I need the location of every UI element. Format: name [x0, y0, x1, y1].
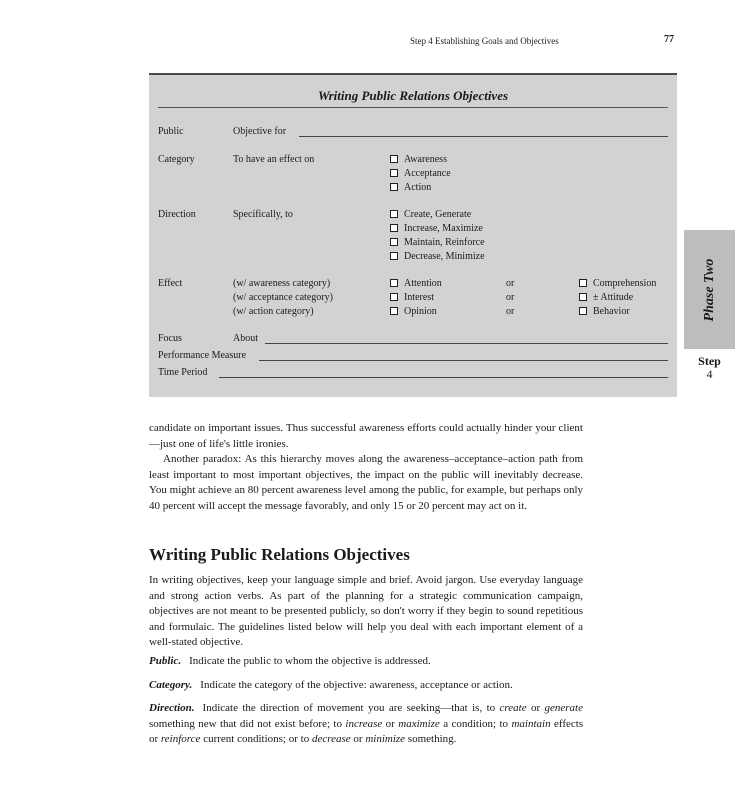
- checkbox-option[interactable]: Increase, Maximize: [390, 222, 483, 236]
- checkbox-option[interactable]: Interest: [390, 291, 434, 305]
- guideline-category: Category. Indicate the category of the objective: awareness, acceptance or action.: [149, 679, 513, 691]
- checkbox-option[interactable]: Action: [390, 181, 431, 195]
- category-text: To have an effect on: [233, 154, 315, 165]
- public-label: Public: [158, 126, 184, 137]
- category-label: Category: [158, 154, 195, 165]
- focus-label: Focus: [158, 333, 182, 344]
- performance-label: Performance Measure: [158, 350, 247, 361]
- effect-label: Effect: [158, 278, 183, 289]
- checkbox-icon: [390, 210, 398, 218]
- guideline-term: Direction.: [149, 702, 195, 714]
- phase-tab-label: Phase Two: [701, 258, 717, 321]
- time-label: Time Period: [158, 367, 208, 378]
- guideline-term: Public.: [149, 655, 182, 667]
- running-head: Step 4 Establishing Goals and Objectives: [410, 36, 559, 46]
- direction-label: Direction: [158, 209, 196, 220]
- checkbox-icon: [390, 238, 398, 246]
- guideline-term: Category.: [149, 679, 193, 691]
- checkbox-icon: [390, 279, 398, 287]
- checkbox-option[interactable]: Comprehension: [579, 277, 656, 291]
- checkbox-option[interactable]: Maintain, Reinforce: [390, 236, 485, 250]
- objectives-form: [149, 73, 677, 397]
- checkbox-option[interactable]: Acceptance: [390, 167, 451, 181]
- direction-text: Specifically, to: [233, 209, 293, 220]
- effect-qualifier: (w/ awareness category): [233, 278, 331, 289]
- focus-text: About: [233, 333, 258, 344]
- checkbox-icon: [390, 169, 398, 177]
- checkbox-icon: [390, 307, 398, 315]
- checkbox-option[interactable]: Opinion: [390, 305, 437, 319]
- or-word: or: [506, 306, 515, 317]
- paragraph-intro: In writing objectives, keep your language simple and brief. Avoid jargon. Use everyday language and strong action verbs. As part of the planning for a strategic communication campaign, objectives are not meant to be presented publicly, so don't worry if they begin to sound repetitious and formulaic. The guidelines listed below will help you deal with each important element of a well-stated objective.: [149, 574, 583, 648]
- checkbox-icon: [390, 224, 398, 232]
- performance-blank-line[interactable]: [259, 360, 668, 361]
- checkbox-option[interactable]: Awareness: [390, 153, 447, 167]
- step-label: Step: [698, 354, 721, 368]
- or-word: or: [506, 278, 515, 289]
- page-number: 77: [664, 34, 674, 45]
- checkbox-option[interactable]: Decrease, Minimize: [390, 250, 485, 264]
- checkbox-option[interactable]: ± Attitude: [579, 291, 633, 305]
- public-text: Objective for: [233, 126, 287, 137]
- checkbox-icon: [579, 279, 587, 287]
- effect-qualifier: (w/ action category): [233, 306, 314, 317]
- effect-qualifier: (w/ acceptance category): [233, 292, 333, 303]
- step-number: 4: [706, 367, 713, 381]
- time-blank-line[interactable]: [219, 377, 668, 378]
- or-word: or: [506, 292, 515, 303]
- focus-blank-line[interactable]: [265, 343, 668, 344]
- phase-tab: [684, 230, 735, 349]
- checkbox-icon: [579, 307, 587, 315]
- public-blank-line[interactable]: [299, 136, 668, 137]
- section-heading: Writing Public Relations Objectives: [149, 545, 410, 564]
- title-divider: [158, 107, 668, 108]
- checkbox-icon: [390, 183, 398, 191]
- guideline-public: Public. Indicate the public to whom the objective is addressed.: [149, 655, 431, 667]
- checkbox-option[interactable]: Behavior: [579, 305, 630, 319]
- checkbox-icon: [390, 155, 398, 163]
- checkbox-option[interactable]: Attention: [390, 277, 442, 291]
- paragraph-continuation: candidate on important issues. Thus successful awareness efforts could actually hinder your client—just one of life's little ironies.: [149, 422, 583, 450]
- checkbox-icon: [390, 252, 398, 260]
- guideline-direction: Direction. Indicate the direction of movement you are seeking—that is, to create or generate something new that did not exist before; to increase or maximize a condition; to maintain effects or reinforce current conditions; or to decrease or minimize something.: [149, 702, 584, 745]
- form-title: Writing Public Relations Objectives: [317, 88, 509, 103]
- checkbox-icon: [579, 293, 587, 301]
- checkbox-option[interactable]: Create, Generate: [390, 208, 471, 222]
- checkbox-icon: [390, 293, 398, 301]
- paragraph-paradox: Another paradox: As this hierarchy moves along the awareness–acceptance–action path from least important to most important objectives, the impact on the public will inevitably decrease. You might achieve an 80 percent awareness level among the public, for example, but perhaps only 40 percent will accept the message favorably, and only 15 or 20 percent may act on it.: [149, 453, 583, 512]
